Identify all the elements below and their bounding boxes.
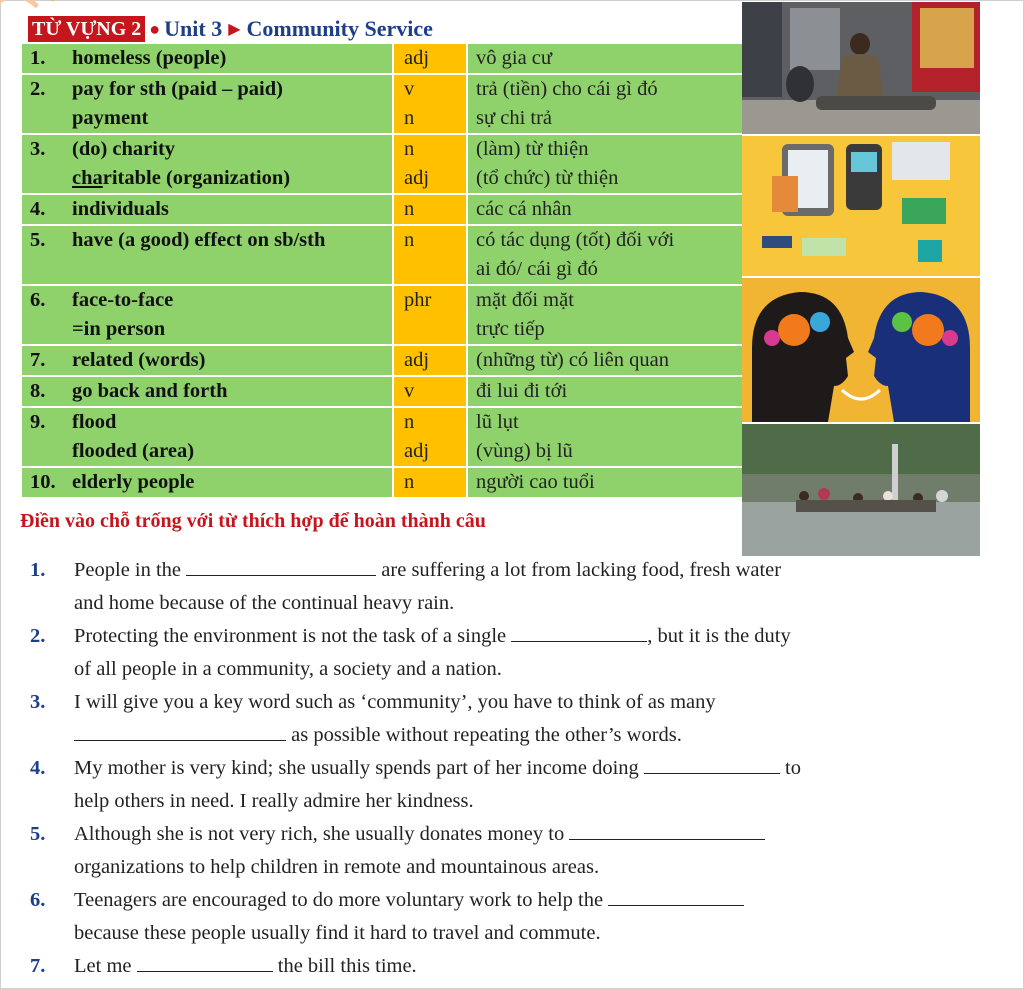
vocab-word: face-to-face <box>72 289 174 311</box>
answer-blank[interactable] <box>74 722 286 741</box>
vocab-pos: adj <box>404 349 430 371</box>
vocab-meaning: các cá nhân <box>476 198 572 220</box>
vocab-pos: adj <box>404 47 430 69</box>
vocab-word: charitable (organization) <box>72 167 291 189</box>
vocab-word: homeless (people) <box>72 47 227 69</box>
vocab-pos: phr <box>404 289 432 311</box>
sentence-text: of all people in a community, a society and a nation. <box>74 658 502 680</box>
vocab-row <box>22 134 746 194</box>
vocab-meaning: (làm) từ thiện <box>476 138 589 160</box>
vocab-word <box>22 255 392 284</box>
vocab-pos: n <box>404 107 415 129</box>
vocab-row <box>22 74 746 134</box>
vocab-word: related (words) <box>72 349 206 371</box>
vocab-word: flooded (area) <box>72 440 195 462</box>
vocab-pos <box>394 255 466 284</box>
vocab-word: individuals <box>72 198 169 220</box>
vocab-meaning: trả (tiền) cho cái gì đó <box>476 78 658 100</box>
bullet-icon: ● <box>149 18 161 39</box>
sentence-text: I will give you a key word such as ‘community’, you have to think of as many <box>74 691 716 713</box>
vocab-word: elderly people <box>72 471 195 493</box>
vocab-pos: n <box>404 198 415 220</box>
vocab-number: 6. <box>30 289 46 311</box>
sentence-text: , but it is the duty <box>647 625 791 647</box>
vocab-meaning: sự chi trả <box>476 107 553 129</box>
vocab-meaning: (tổ chức) từ thiện <box>476 167 619 189</box>
vocab-word: payment <box>72 107 149 129</box>
sentence-text: because these people usually find it hard to travel and commute. <box>74 922 601 944</box>
exercise-item <box>30 950 990 983</box>
exercise-instruction: Điền vào chỗ trống với từ thích hợp để hoàn thành câu <box>20 510 486 532</box>
answer-blank[interactable] <box>137 953 273 972</box>
unit-number: Unit 3 <box>164 16 223 41</box>
vocab-word: pay for sth (paid – paid) <box>72 78 283 100</box>
vocab-meaning: (vùng) bị lũ <box>476 440 573 462</box>
section-header <box>28 14 433 44</box>
vocab-number: 3. <box>30 138 46 160</box>
vocab-row <box>22 345 746 376</box>
answer-blank[interactable] <box>644 755 780 774</box>
answer-blank[interactable] <box>511 623 647 642</box>
vocab-number: 7. <box>30 349 46 371</box>
vocab-meaning: (những từ) có liên quan <box>476 349 670 371</box>
vocab-number: 1. <box>30 47 46 69</box>
vocab-meaning: lũ lụt <box>476 411 519 433</box>
vocab-meaning: người cao tuổi <box>476 471 595 493</box>
exercise-number: 2. <box>30 625 46 647</box>
vocab-number: 2. <box>30 78 46 100</box>
illustration-column <box>742 2 980 558</box>
vocab-row <box>22 376 746 407</box>
vocab-row <box>22 407 746 467</box>
exercise-item <box>30 884 990 950</box>
vocab-pos: n <box>404 411 415 433</box>
sentence-text: are suffering a lot from lacking food, fresh water <box>381 559 782 581</box>
vocab-number: 8. <box>30 380 46 402</box>
vocab-row <box>22 44 746 74</box>
unit-topic: Community Service <box>246 16 433 41</box>
sentence-text: Teenagers are encouraged to do more voluntary work to help the <box>74 889 604 911</box>
vocab-row <box>22 225 746 285</box>
vocab-pos: n <box>404 229 415 251</box>
exercise-item <box>30 818 990 884</box>
sentence-text: My mother is very kind; she usually spends part of her income doing <box>74 757 639 779</box>
vocab-word: go back and forth <box>72 380 228 402</box>
sentence-text: Let me <box>74 955 132 977</box>
sentence-text: and home because of the continual heavy rain. <box>74 592 455 614</box>
exercise-number: 7. <box>30 955 46 977</box>
flood-image <box>742 424 980 558</box>
vocab-pos: adj <box>404 167 430 189</box>
exercise-list <box>30 554 990 983</box>
answer-blank[interactable] <box>186 557 376 576</box>
vocab-pos: adj <box>404 440 430 462</box>
exercise-number: 4. <box>30 757 46 779</box>
exercise-number: 5. <box>30 823 46 845</box>
answer-blank[interactable] <box>608 887 744 906</box>
sentence-text: People in the <box>74 559 182 581</box>
vocab-pos: n <box>404 471 415 493</box>
vocab-pos: v <box>404 78 415 100</box>
section-label: TỪ VỰNG 2 <box>28 16 145 42</box>
answer-blank[interactable] <box>569 821 765 840</box>
vocab-word: have (a good) effect on sb/sth <box>72 229 326 251</box>
sentence-text: Protecting the environment is not the task of a single <box>74 625 507 647</box>
sentence-text: organizations to help children in remote and mountainous areas. <box>74 856 600 878</box>
exercise-item <box>30 686 990 752</box>
vocab-pos: n <box>404 138 415 160</box>
sentence-text: as possible without repeating the other’s words. <box>291 724 682 746</box>
vocab-word: =in person <box>72 318 166 340</box>
arrow-icon: ▶ <box>228 21 241 38</box>
vocab-word: (do) charity <box>72 138 176 160</box>
vocab-row <box>22 285 746 345</box>
vocab-number: 5. <box>30 229 46 251</box>
exercise-number: 6. <box>30 889 46 911</box>
sentence-text: the bill this time. <box>277 955 417 977</box>
sentence-text: Although she is not very rich, she usually donates money to <box>74 823 565 845</box>
vocab-number: 4. <box>30 198 46 220</box>
exercise-item <box>30 554 990 620</box>
vocab-word: flood <box>72 411 117 433</box>
vocab-row <box>22 194 746 225</box>
vocab-meaning: trực tiếp <box>476 318 545 340</box>
exercise-number: 3. <box>30 691 46 713</box>
sentence-text: help others in need. I really admire her kindness. <box>74 790 474 812</box>
vocab-meaning: vô gia cư <box>476 47 553 69</box>
vocab-meaning: mặt đối mặt <box>476 289 574 311</box>
vocabulary-table <box>22 44 746 499</box>
vocab-pos: v <box>404 380 415 402</box>
vocab-meaning: có tác dụng (tốt) đối với <box>476 229 675 251</box>
vocab-pos <box>394 315 466 344</box>
face-to-face-image <box>742 278 980 424</box>
vocab-number: 10. <box>30 471 56 493</box>
vocab-meaning: ai đó/ cái gì đó <box>476 258 598 280</box>
payment-image <box>742 136 980 278</box>
vocab-meaning: đi lui đi tới <box>476 380 568 402</box>
exercise-item <box>30 620 990 686</box>
exercise-number: 1. <box>30 559 46 581</box>
vocab-row <box>22 467 746 498</box>
exercise-item <box>30 752 990 818</box>
homeless-person-image <box>742 2 980 136</box>
sentence-text: to <box>785 757 801 779</box>
vocab-number: 9. <box>30 411 46 433</box>
